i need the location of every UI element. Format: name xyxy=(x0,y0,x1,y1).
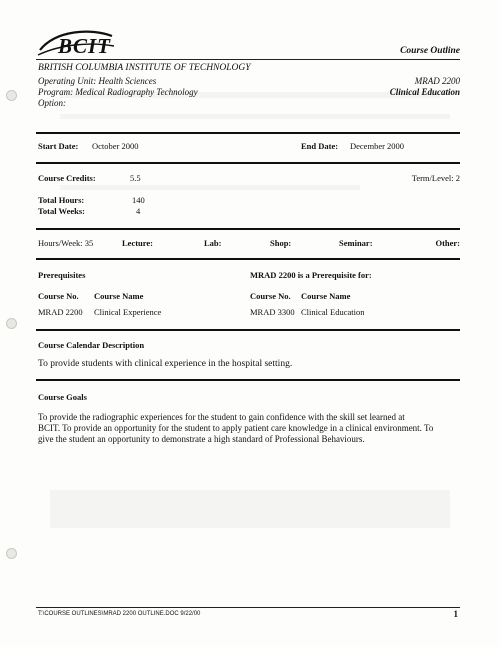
section-rule xyxy=(36,379,460,381)
prerequisites-heading: Prerequisites xyxy=(38,270,86,280)
punch-hole xyxy=(6,548,17,559)
operating-unit: Operating Unit: Health Sciences xyxy=(38,76,157,86)
header-rule xyxy=(36,59,460,60)
logo-text: BCIT xyxy=(58,34,112,58)
section-rule xyxy=(36,162,460,164)
prereq-for-row-course-no: MRAD 3300 xyxy=(250,307,295,317)
prereq-for-col-course-name: Course Name xyxy=(301,291,351,301)
total-weeks-label: Total Weeks: xyxy=(38,206,85,216)
total-weeks-value: 4 xyxy=(136,206,141,216)
lab-label: Lab: xyxy=(204,238,222,248)
course-credits-label: Course Credits: xyxy=(38,173,96,183)
goals-heading: Course Goals xyxy=(38,392,87,402)
section-rule xyxy=(36,132,460,134)
total-hours-label: Total Hours: xyxy=(38,195,85,205)
doc-type-label: Course Outline xyxy=(400,46,460,56)
shop-label: Shop: xyxy=(270,238,292,248)
end-date-label: End Date: xyxy=(301,141,339,151)
institute-name: BRITISH COLUMBIA INSTITUTE OF TECHNOLOGY xyxy=(38,63,251,73)
goals-text-line: To provide the radiographic experiences for the student to gain confidence with the skill set learned at xyxy=(38,412,405,422)
prereq-col-course-name: Course Name xyxy=(94,291,144,301)
prereq-col-course-no: Course No. xyxy=(38,291,79,301)
course-code: MRAD 2200 xyxy=(414,76,460,86)
punch-hole xyxy=(6,90,17,101)
bcit-logo xyxy=(36,28,116,60)
prerequisite-for-heading: MRAD 2200 is a Prerequisite for: xyxy=(250,270,372,280)
section-rule xyxy=(36,329,460,331)
program-name: Program: Medical Radiography Technology xyxy=(38,87,198,97)
hours-week: Hours/Week: 35 xyxy=(38,238,94,248)
start-date-value: October 2000 xyxy=(92,141,139,151)
other-label: Other: xyxy=(435,238,460,248)
section-rule xyxy=(36,228,460,230)
prereq-row-course-name: Clinical Experience xyxy=(94,307,162,317)
footer-file-path: T:\COURSE OUTLINES\MRAD 2200 OUTLINE.DOC 9/22/00 xyxy=(38,611,201,617)
description-text: To provide students with clinical experience in the hospital setting. xyxy=(38,359,293,369)
prereq-row-course-no: MRAD 2200 xyxy=(38,307,83,317)
footer-rule xyxy=(36,607,460,608)
description-heading: Course Calendar Description xyxy=(38,340,145,350)
option-label: Option: xyxy=(38,98,66,108)
goals-text-line: give the student an opportunity to demonstrate a high standard of Professional Behaviours. xyxy=(38,434,365,444)
section-rule xyxy=(36,258,460,260)
course-title: Clinical Education xyxy=(389,87,460,97)
lecture-label: Lecture: xyxy=(122,238,153,248)
term-level: Term/Level: 2 xyxy=(411,173,460,183)
prereq-for-row-course-name: Clinical Education xyxy=(301,307,365,317)
bleed-through-text xyxy=(60,114,450,119)
seminar-label: Seminar: xyxy=(339,238,373,248)
punch-hole xyxy=(6,318,17,329)
bleed-through-block xyxy=(50,490,450,528)
goals-text-line: BCIT. To provide an opportunity for the student to apply patient care knowledge in a clinical environment. To xyxy=(38,423,434,433)
start-date-label: Start Date: xyxy=(38,141,79,151)
prereq-for-col-course-no: Course No. xyxy=(250,291,291,301)
total-hours-value: 140 xyxy=(132,195,145,205)
page-number: 1 xyxy=(453,609,458,619)
end-date-value: December 2000 xyxy=(350,141,405,151)
course-credits-value: 5.5 xyxy=(130,173,141,183)
bleed-through-text xyxy=(60,185,360,190)
